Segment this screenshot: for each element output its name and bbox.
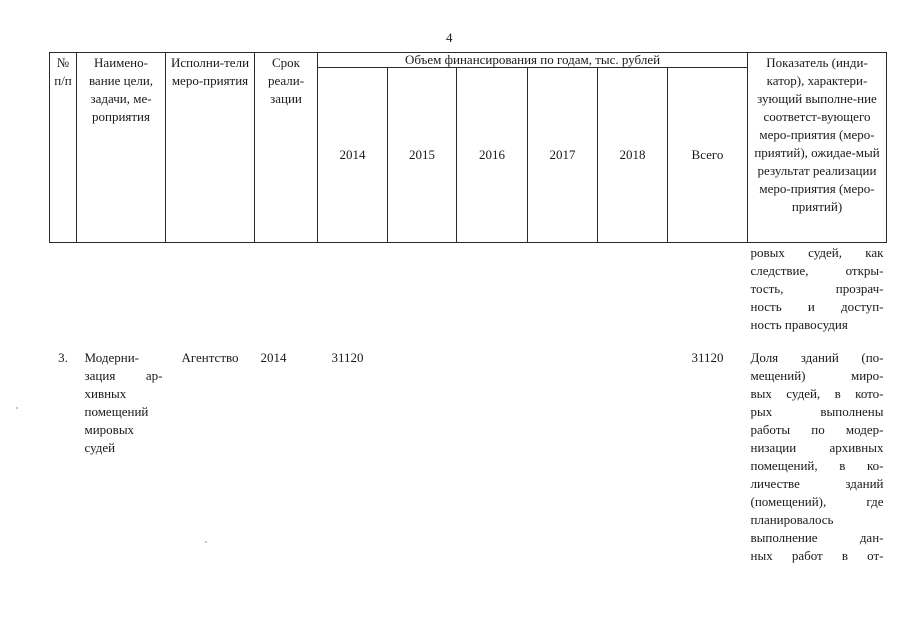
scan-speck [205,541,207,543]
indicator-line: помещений, в ко- [750,458,884,473]
indicator-line: ных работ в от- [750,548,884,563]
activity-name-line: зация ар- [84,368,163,383]
header-executor: Исполни-тели меро-приятия [166,53,255,243]
header-name: Наимено-вание цели, задачи, ме-роприятия [77,53,166,243]
header-indicator: Показатель (инди-катор), характери-зующий выполне-ние соответст-вующего меро-приятия (меро-приятий), ожидае-мый результат реализации меро-приятия (меро-приятий) [748,53,887,243]
activity-name-line: Модерни- [84,350,139,365]
indicator-line: выполнение дан- [750,530,884,545]
indicator-line: (помещений), где [750,494,884,509]
indicator-line: рых выполнены [750,404,884,419]
activity-name-line: судей [84,440,116,455]
scan-speck [16,407,18,409]
indicator-line: вых судей, в кото- [750,386,884,401]
indicator-line: низации архивных [750,440,884,455]
activity-name [77,349,166,565]
indicator-continuation [748,243,887,335]
continuation-line: тость, прозрач- [750,281,884,296]
activity-term: 2014 [260,350,287,365]
continuation-line: ность и доступ- [750,299,884,314]
activity-indicator [748,349,887,565]
continuation-line: ность правосудия [750,317,848,332]
activity-name-line: хивных [84,386,127,401]
indicator-line: личестве зданий [750,476,884,491]
header-year-2015: 2015 [388,68,457,243]
header-funding-title: Объем финансирования по годам, тыс. рублей [318,53,748,68]
header-year-2017: 2017 [528,68,598,243]
continuation-line: ровых судей, как [750,245,884,260]
funding-2017 [528,349,598,565]
header-year-2018: 2018 [598,68,668,243]
activity-executor: Агентство [181,350,239,365]
funding-2018 [598,349,668,565]
header-year-2016: 2016 [457,68,528,243]
indicator-line: работы по модер- [750,422,884,437]
continuation-row [50,243,887,335]
continuation-line: следствие, откры- [750,263,884,278]
page-number: 4 [446,30,453,45]
indicator-line: мещений) миро- [750,368,884,383]
table-row [50,349,887,565]
funding-total: 31120 [691,350,724,365]
header-term: Срок реали-зации [255,53,318,243]
program-activities-table [49,52,887,565]
header-year-2014: 2014 [318,68,388,243]
activity-name-line: помещений [84,404,149,419]
indicator-line: Доля зданий (по- [750,350,884,365]
funding-2014: 31120 [331,350,364,365]
funding-2015 [388,349,457,565]
funding-2016 [457,349,528,565]
row-number: 3. [58,350,68,365]
header-total: Всего [668,68,748,243]
indicator-line: планировалось [750,512,834,527]
activity-name-line: мировых [84,422,135,437]
header-num: № п/п [50,53,77,243]
